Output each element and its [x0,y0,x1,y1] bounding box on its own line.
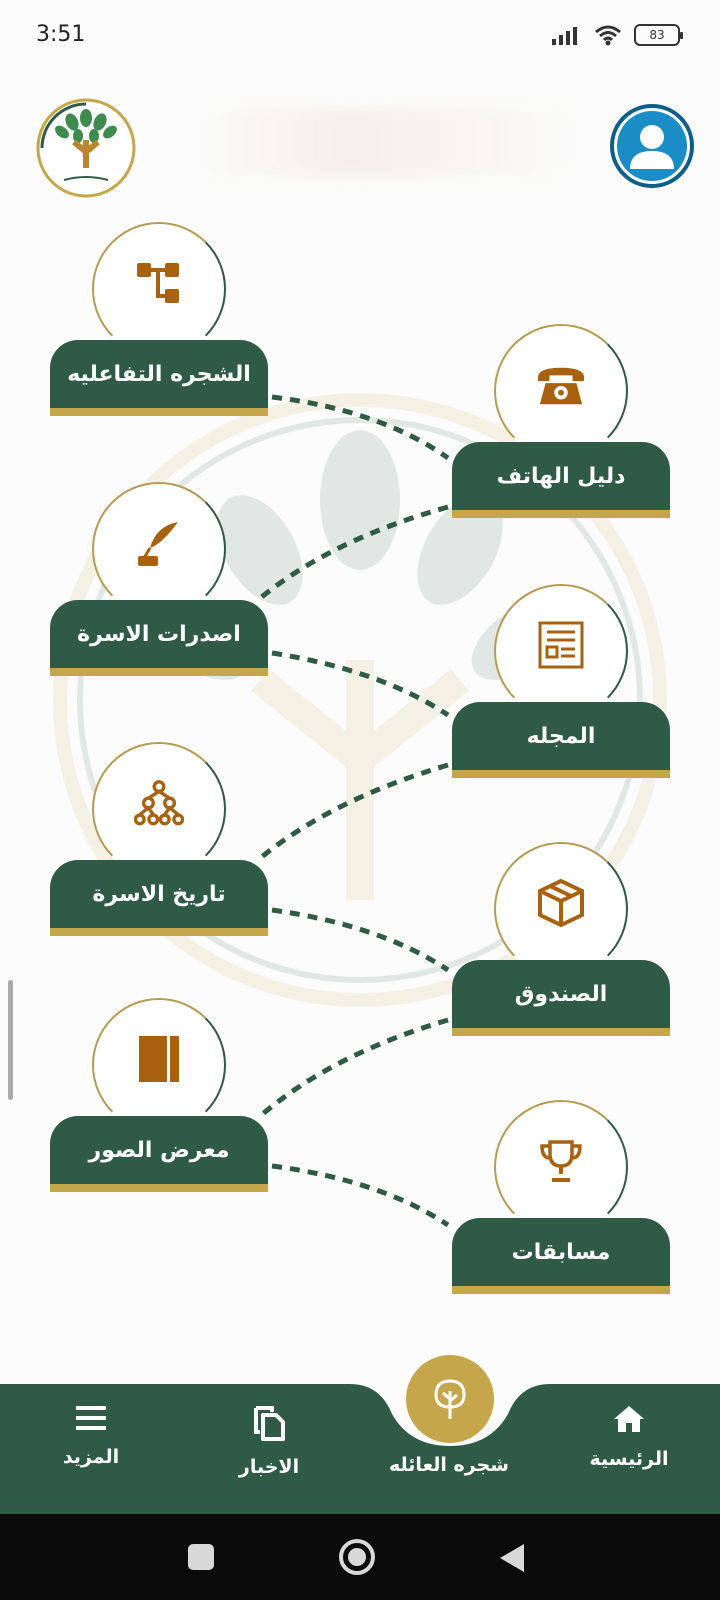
copy-icon [252,1404,286,1442]
menu-family-history-button[interactable] [50,860,268,936]
home-circle-icon[interactable] [338,1538,376,1576]
menu-magazine-button[interactable] [452,702,670,778]
menu-interactive-tree[interactable] [50,222,268,390]
menu-fund-button[interactable] [452,960,670,1036]
status-time: 3:51 [36,22,86,47]
menu-interactive-tree-button[interactable] [50,340,268,416]
trophy-icon [538,1138,584,1184]
wifi-icon [594,24,622,46]
nav-home[interactable] [564,1404,694,1504]
battery-level: 83 [649,28,665,42]
menu-family-history[interactable] [50,742,268,910]
menu-phone-directory[interactable] [452,324,670,492]
back-icon[interactable] [498,1542,526,1574]
phone-icon [536,363,586,407]
profile-avatar[interactable] [610,104,694,188]
nav-news-label: الاخبار [238,1456,300,1478]
menu-family-publications-button[interactable] [50,600,268,676]
nav-family-tree-label: شجره العائله [389,1454,509,1476]
menu-family-publications[interactable] [50,482,268,650]
menu-photo-gallery-button[interactable] [50,1116,268,1192]
box-icon [536,878,586,928]
menu-competitions[interactable] [452,1100,670,1268]
menu-label: اصدرات الاسرة [77,621,241,647]
battery-icon [634,24,680,46]
org-chart-icon [134,779,184,827]
nav-more-label: المزيد [62,1446,120,1468]
nav-news[interactable] [204,1404,334,1504]
bottom-nav [0,1384,720,1514]
signal-icon [552,25,582,45]
status-bar [0,0,720,72]
menu-label: معرض الصور [88,1137,230,1163]
hierarchy-icon [135,259,183,307]
family-tree-fab[interactable] [406,1355,494,1443]
menu-competitions-button[interactable] [452,1218,670,1294]
menu-label: الصندوق [514,981,608,1007]
home-icon [612,1404,646,1434]
menu-label: المجله [526,723,596,749]
menu-label: دليل الهاتف [496,463,626,489]
menu-icon [74,1404,108,1432]
tree-icon [428,1377,472,1421]
menu-photo-gallery[interactable] [50,998,268,1166]
recents-icon[interactable] [186,1542,216,1572]
book-icon [135,1034,183,1084]
menu-label: الشجره التفاعليه [67,361,251,387]
menu-label: مسابقات [511,1239,611,1265]
menu-phone-directory-button[interactable] [452,442,670,518]
user-icon [617,111,687,181]
family-tree-logo [30,96,142,200]
newspaper-icon [537,620,585,670]
menu-label: تاريخ الاسرة [92,881,226,907]
nav-home-label: الرئيسية [589,1448,669,1470]
menu-fund[interactable] [452,842,670,1010]
menu-magazine[interactable] [452,584,670,752]
blurred-user-name [190,108,590,176]
quill-icon [134,518,184,568]
scrollbar[interactable] [8,980,13,1100]
nav-more[interactable] [26,1404,156,1504]
system-nav-bar [0,1514,720,1600]
status-icons [552,24,680,46]
